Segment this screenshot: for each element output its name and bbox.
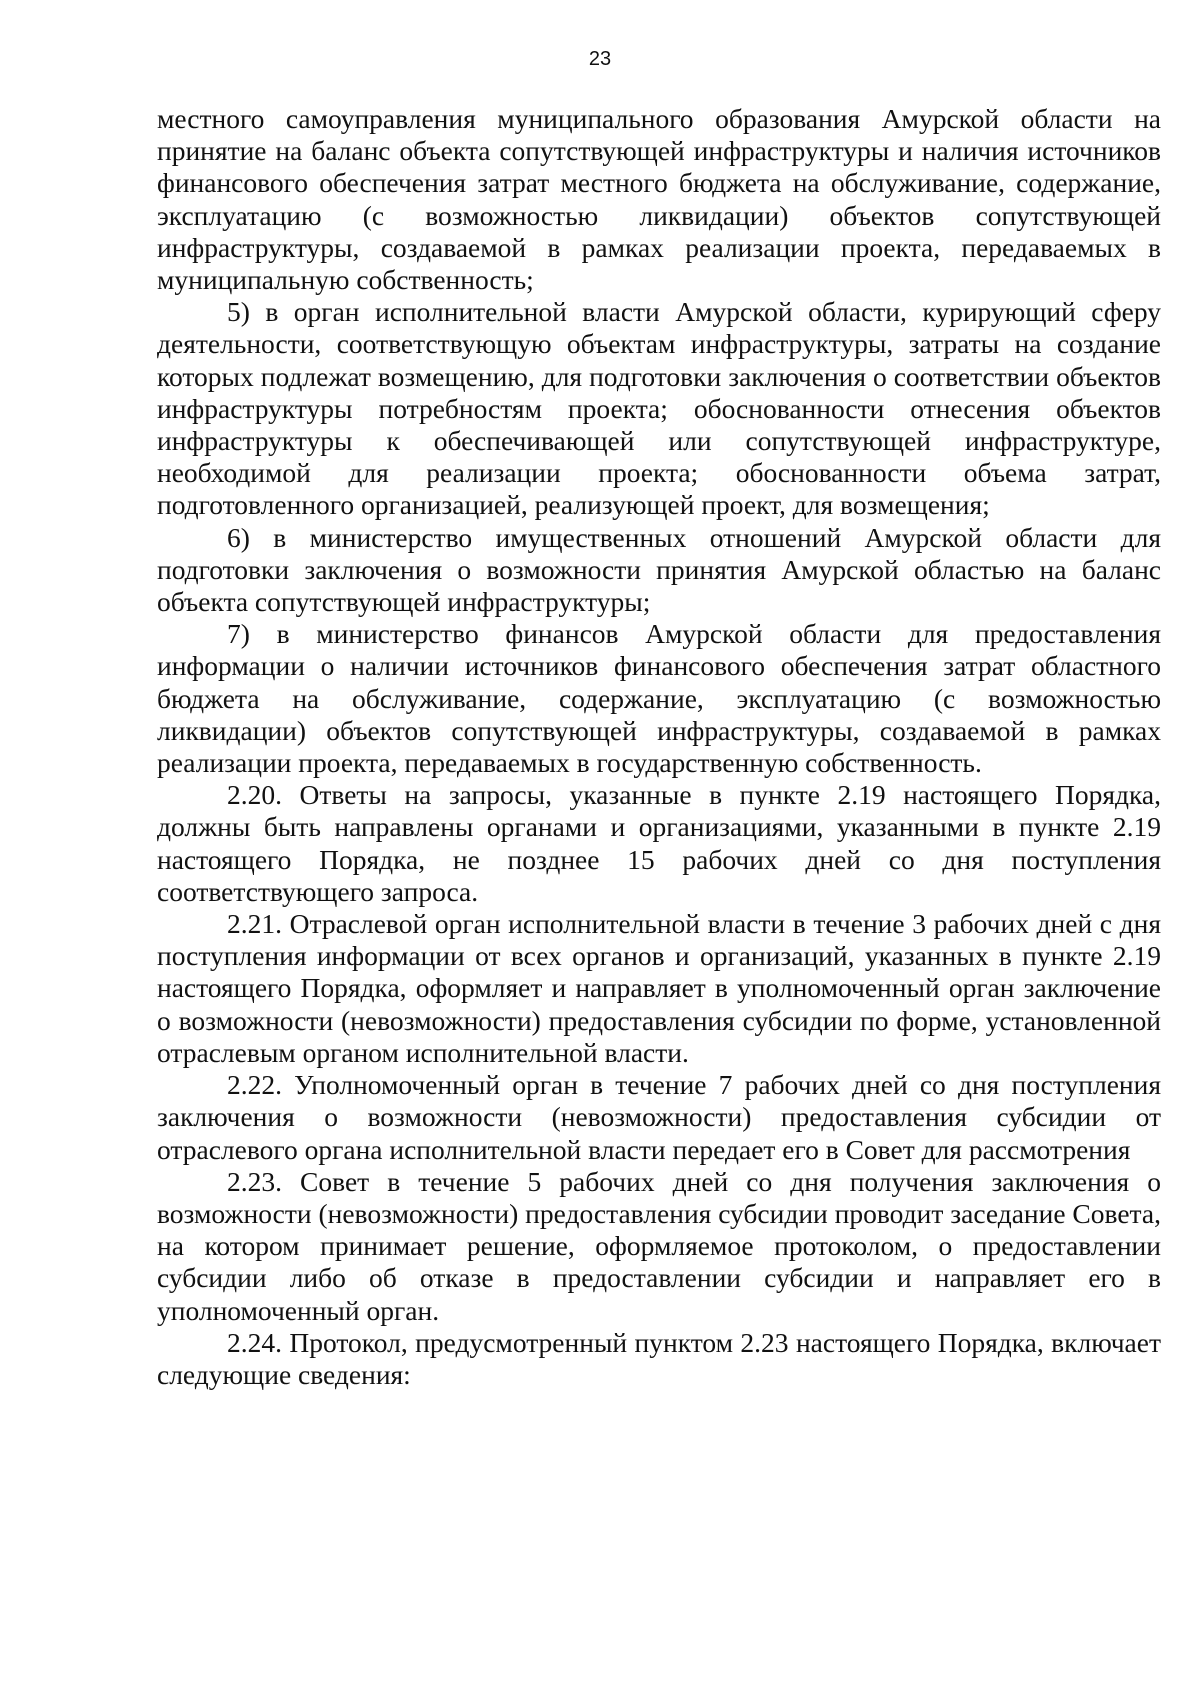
paragraph-2-21: 2.21. Отраслевой орган исполнительной власти в течение 3 рабочих дней с дня поступления информации от всех органов и организаций, указанных в пункте 2.19 настоящего Порядка, оформляет и направляет в уполномоченный орган заключение о возможности (невозможности) предоставления субсидии по форме, установленной отраслевым органом исполнительной власти.: [157, 908, 1161, 1068]
paragraph-2-22: 2.22. Уполномоченный орган в течение 7 рабочих дней со дня поступления заключения о возможности (невозможности) предоставления субсидии от отраслевого органа исполнительной власти передает его в Совет для рассмотрения: [157, 1069, 1161, 1165]
paragraph-2-20: 2.20. Ответы на запросы, указанные в пункте 2.19 настоящего Порядка, должны быть направлены органами и организациями, указанными в пункте 2.19 настоящего Порядка, не позднее 15 рабочих дней со дня поступления соответствующего запроса.: [157, 779, 1161, 907]
paragraph-continuation: местного самоуправления муниципального образования Амурской области на принятие на баланс объекта сопутствующей инфраструктуры и наличия источников финансового обеспечения затрат местного бюджета на обслуживание, содержание, эксплуатацию (с возможностью ликвидации) объектов сопутствующей инфраструктуры, создаваемой в рамках реализации проекта, передаваемых в муниципальную собственность;: [157, 103, 1161, 296]
paragraph-2-24: 2.24. Протокол, предусмотренный пунктом 2.23 настоящего Порядка, включает следующие сведения:: [157, 1326, 1161, 1390]
page-number: 23: [588, 48, 612, 70]
paragraph-item-7: 7) в министерство финансов Амурской области для предоставления информации о наличии источников финансового обеспечения затрат областного бюджета на обслуживание, содержание, эксплуатацию (с возможностью ликвидации) объектов сопутствующей инфраструктуры, создаваемой в рамках реализации проекта, передаваемых в государственную собственность.: [157, 618, 1161, 779]
paragraph-item-5: 5) в орган исполнительной власти Амурской области, курирующий сферу деятельности, соответствующую объектам инфраструктуры, затраты на создание которых подлежат возмещению, для подготовки заключения о соответствии объектов инфраструктуры потребностям проекта; обоснованности отнесения объектов инфраструктуры к обеспечивающей или сопутствующей инфраструктуре, необходимой для реализации проекта; обоснованности объема затрат, подготовленного организацией, реализующей проект, для возмещения;: [157, 296, 1161, 521]
document-body: [157, 103, 1161, 1391]
paragraph-2-23: 2.23. Совет в течение 5 рабочих дней со дня получения заключения о возможности (невозможности) предоставления субсидии проводит заседание Совета, на котором принимает решение, оформляемое протоколом, о предоставлении субсидии либо об отказе в предоставлении субсидии и направляет его в уполномоченный орган.: [157, 1165, 1161, 1326]
paragraph-item-6: 6) в министерство имущественных отношений Амурской области для подготовки заключения о возможности принятия Амурской областью на баланс объекта сопутствующей инфраструктуры;: [157, 521, 1161, 618]
